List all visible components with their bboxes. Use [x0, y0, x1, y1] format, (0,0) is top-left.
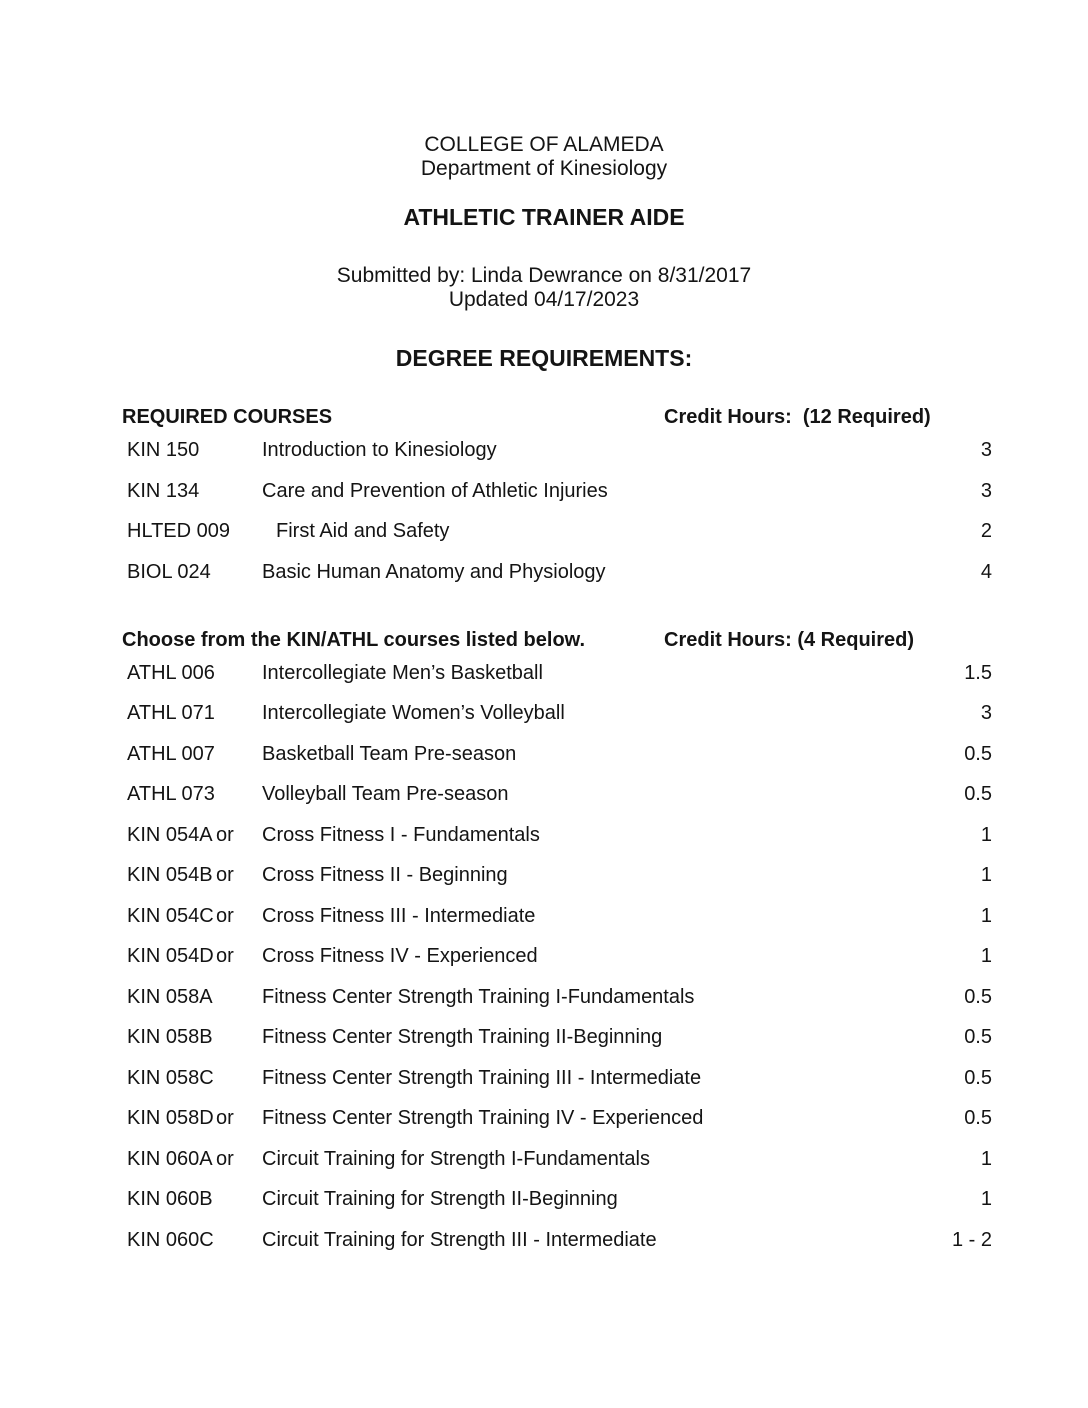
course-credit-hours: 2 — [980, 520, 992, 542]
course-title: Intercollegiate Women’s Volleyball — [262, 702, 565, 724]
course-title: Introduction to Kinesiology — [262, 439, 497, 461]
course-credit-hours: 0.5 — [964, 985, 992, 1008]
course-credit-hours: 3 — [980, 702, 992, 724]
course-row — [0, 1230, 1088, 1250]
requirements-table — [0, 407, 1088, 1250]
course-or-label — [216, 562, 262, 582]
course-title: Basketball Team Pre-season — [262, 742, 517, 765]
course-row — [0, 987, 1088, 1007]
course-title: Cross Fitness IV - Experienced — [262, 945, 538, 967]
course-or-label — [216, 703, 262, 723]
course-code: KIN 054A — [127, 823, 213, 846]
course-or-label — [216, 1027, 262, 1047]
course-or-label — [216, 663, 262, 683]
course-credit-hours: 1 — [980, 823, 992, 846]
course-code: KIN 134 — [127, 479, 200, 502]
course-title: Cross Fitness III - Intermediate — [262, 904, 536, 927]
credit-hours-heading: Credit Hours: (4 Required) — [664, 628, 915, 651]
course-or-label — [216, 744, 262, 764]
course-credit-hours: 1 — [980, 1147, 992, 1170]
course-code: KIN 054C — [127, 904, 214, 927]
course-row — [0, 481, 1088, 501]
course-or-label — [230, 521, 276, 541]
submitted-by-line: Submitted by: Linda Dewrance on 8/31/2017 — [336, 264, 752, 287]
course-title: Circuit Training for Strength II-Beginning — [262, 1188, 618, 1210]
course-credit-hours: 0.5 — [964, 1066, 992, 1089]
course-code: KIN 060A — [127, 1147, 213, 1170]
course-row — [0, 440, 1088, 460]
course-or-label: or — [216, 1107, 234, 1129]
document-header — [0, 0, 1088, 371]
college-name: COLLEGE OF ALAMEDA — [424, 133, 664, 156]
course-code: BIOL 024 — [127, 560, 211, 583]
course-or-label: or — [216, 945, 234, 967]
course-title: Cross Fitness I - Fundamentals — [262, 823, 540, 846]
course-row — [0, 1027, 1088, 1047]
updated-line: Updated 04/17/2023 — [448, 288, 640, 311]
course-row — [0, 1108, 1088, 1128]
course-code: KIN 060C — [127, 1228, 214, 1251]
course-code: KIN 058C — [127, 1066, 214, 1089]
course-title: Cross Fitness II - Beginning — [262, 864, 508, 886]
course-row — [0, 521, 1088, 541]
course-credit-hours: 0.5 — [964, 1026, 992, 1048]
course-code: ATHL 071 — [127, 702, 215, 724]
course-or-label — [216, 1189, 262, 1209]
course-title: First Aid and Safety — [276, 520, 450, 542]
course-title: Volleyball Team Pre-season — [262, 783, 509, 805]
section-header — [0, 630, 1088, 650]
course-title: Intercollegiate Men’s Basketball — [262, 661, 543, 684]
course-or-label — [216, 784, 262, 804]
course-title: Fitness Center Strength Training III - Intermediate — [262, 1066, 702, 1089]
required-courses-section — [0, 407, 1088, 582]
course-credit-hours: 1 — [980, 864, 992, 886]
course-credit-hours: 1 — [980, 1188, 992, 1210]
course-title: Basic Human Anatomy and Physiology — [262, 560, 606, 583]
course-row — [0, 946, 1088, 966]
course-row — [0, 744, 1088, 764]
course-or-label — [216, 440, 262, 460]
course-code: KIN 058D — [127, 1107, 214, 1129]
course-title: Fitness Center Strength Training II-Beginning — [262, 1026, 663, 1048]
course-title: Circuit Training for Strength III - Intermediate — [262, 1228, 657, 1251]
course-or-label: or — [216, 823, 234, 846]
course-or-label — [216, 481, 262, 501]
course-row — [0, 825, 1088, 845]
course-title: Fitness Center Strength Training IV - Experienced — [262, 1107, 704, 1129]
course-row — [0, 703, 1088, 723]
course-title: Fitness Center Strength Training I-Fundamentals — [262, 985, 695, 1008]
course-or-label: or — [216, 1147, 234, 1170]
course-credit-hours: 0.5 — [964, 742, 992, 765]
course-or-label — [216, 1068, 262, 1088]
course-row — [0, 906, 1088, 926]
section-title: Choose from the KIN/ATHL courses listed below. — [122, 628, 586, 651]
course-row — [0, 663, 1088, 683]
course-or-label — [216, 987, 262, 1007]
course-credit-hours: 0.5 — [964, 1107, 992, 1129]
course-title: Care and Prevention of Athletic Injuries — [262, 479, 608, 502]
course-or-label: or — [216, 864, 234, 886]
department-name: Department of Kinesiology — [420, 157, 668, 180]
course-credit-hours: 0.5 — [964, 783, 992, 805]
course-rows — [0, 663, 1088, 1250]
course-code: KIN 054D — [127, 945, 214, 967]
course-code: KIN 150 — [127, 439, 200, 461]
course-credit-hours: 3 — [980, 479, 992, 502]
course-code: ATHL 073 — [127, 783, 215, 805]
course-row — [0, 784, 1088, 804]
section-header — [0, 407, 1088, 427]
course-code: HLTED 009 — [127, 520, 231, 542]
section-title: REQUIRED COURSES — [122, 406, 333, 428]
course-credit-hours: 3 — [980, 439, 992, 461]
course-or-label — [216, 1230, 262, 1250]
course-or-label: or — [216, 904, 234, 927]
course-credit-hours: 4 — [980, 560, 992, 583]
course-rows — [0, 440, 1088, 582]
course-row — [0, 1189, 1088, 1209]
course-code: ATHL 006 — [127, 661, 215, 684]
course-row — [0, 1068, 1088, 1088]
course-title: Circuit Training for Strength I-Fundamentals — [262, 1147, 650, 1170]
course-row — [0, 865, 1088, 885]
course-row — [0, 562, 1088, 582]
course-code: KIN 054B — [127, 864, 213, 886]
degree-requirements-heading: DEGREE REQUIREMENTS: — [395, 345, 693, 371]
course-code: KIN 058B — [127, 1026, 213, 1048]
course-credit-hours: 1 - 2 — [951, 1228, 992, 1251]
credit-hours-heading: Credit Hours: (12 Required) — [664, 406, 931, 428]
course-code: ATHL 007 — [127, 742, 215, 765]
course-credit-hours: 1 — [980, 945, 992, 967]
program-title: ATHLETIC TRAINER AIDE — [403, 204, 685, 230]
course-credit-hours: 1 — [980, 904, 992, 927]
course-credit-hours: 1.5 — [964, 661, 992, 684]
course-code: KIN 060B — [127, 1188, 213, 1210]
submission-info — [0, 264, 1088, 312]
elective-courses-section — [0, 630, 1088, 1250]
course-row — [0, 1149, 1088, 1169]
course-code: KIN 058A — [127, 985, 213, 1008]
